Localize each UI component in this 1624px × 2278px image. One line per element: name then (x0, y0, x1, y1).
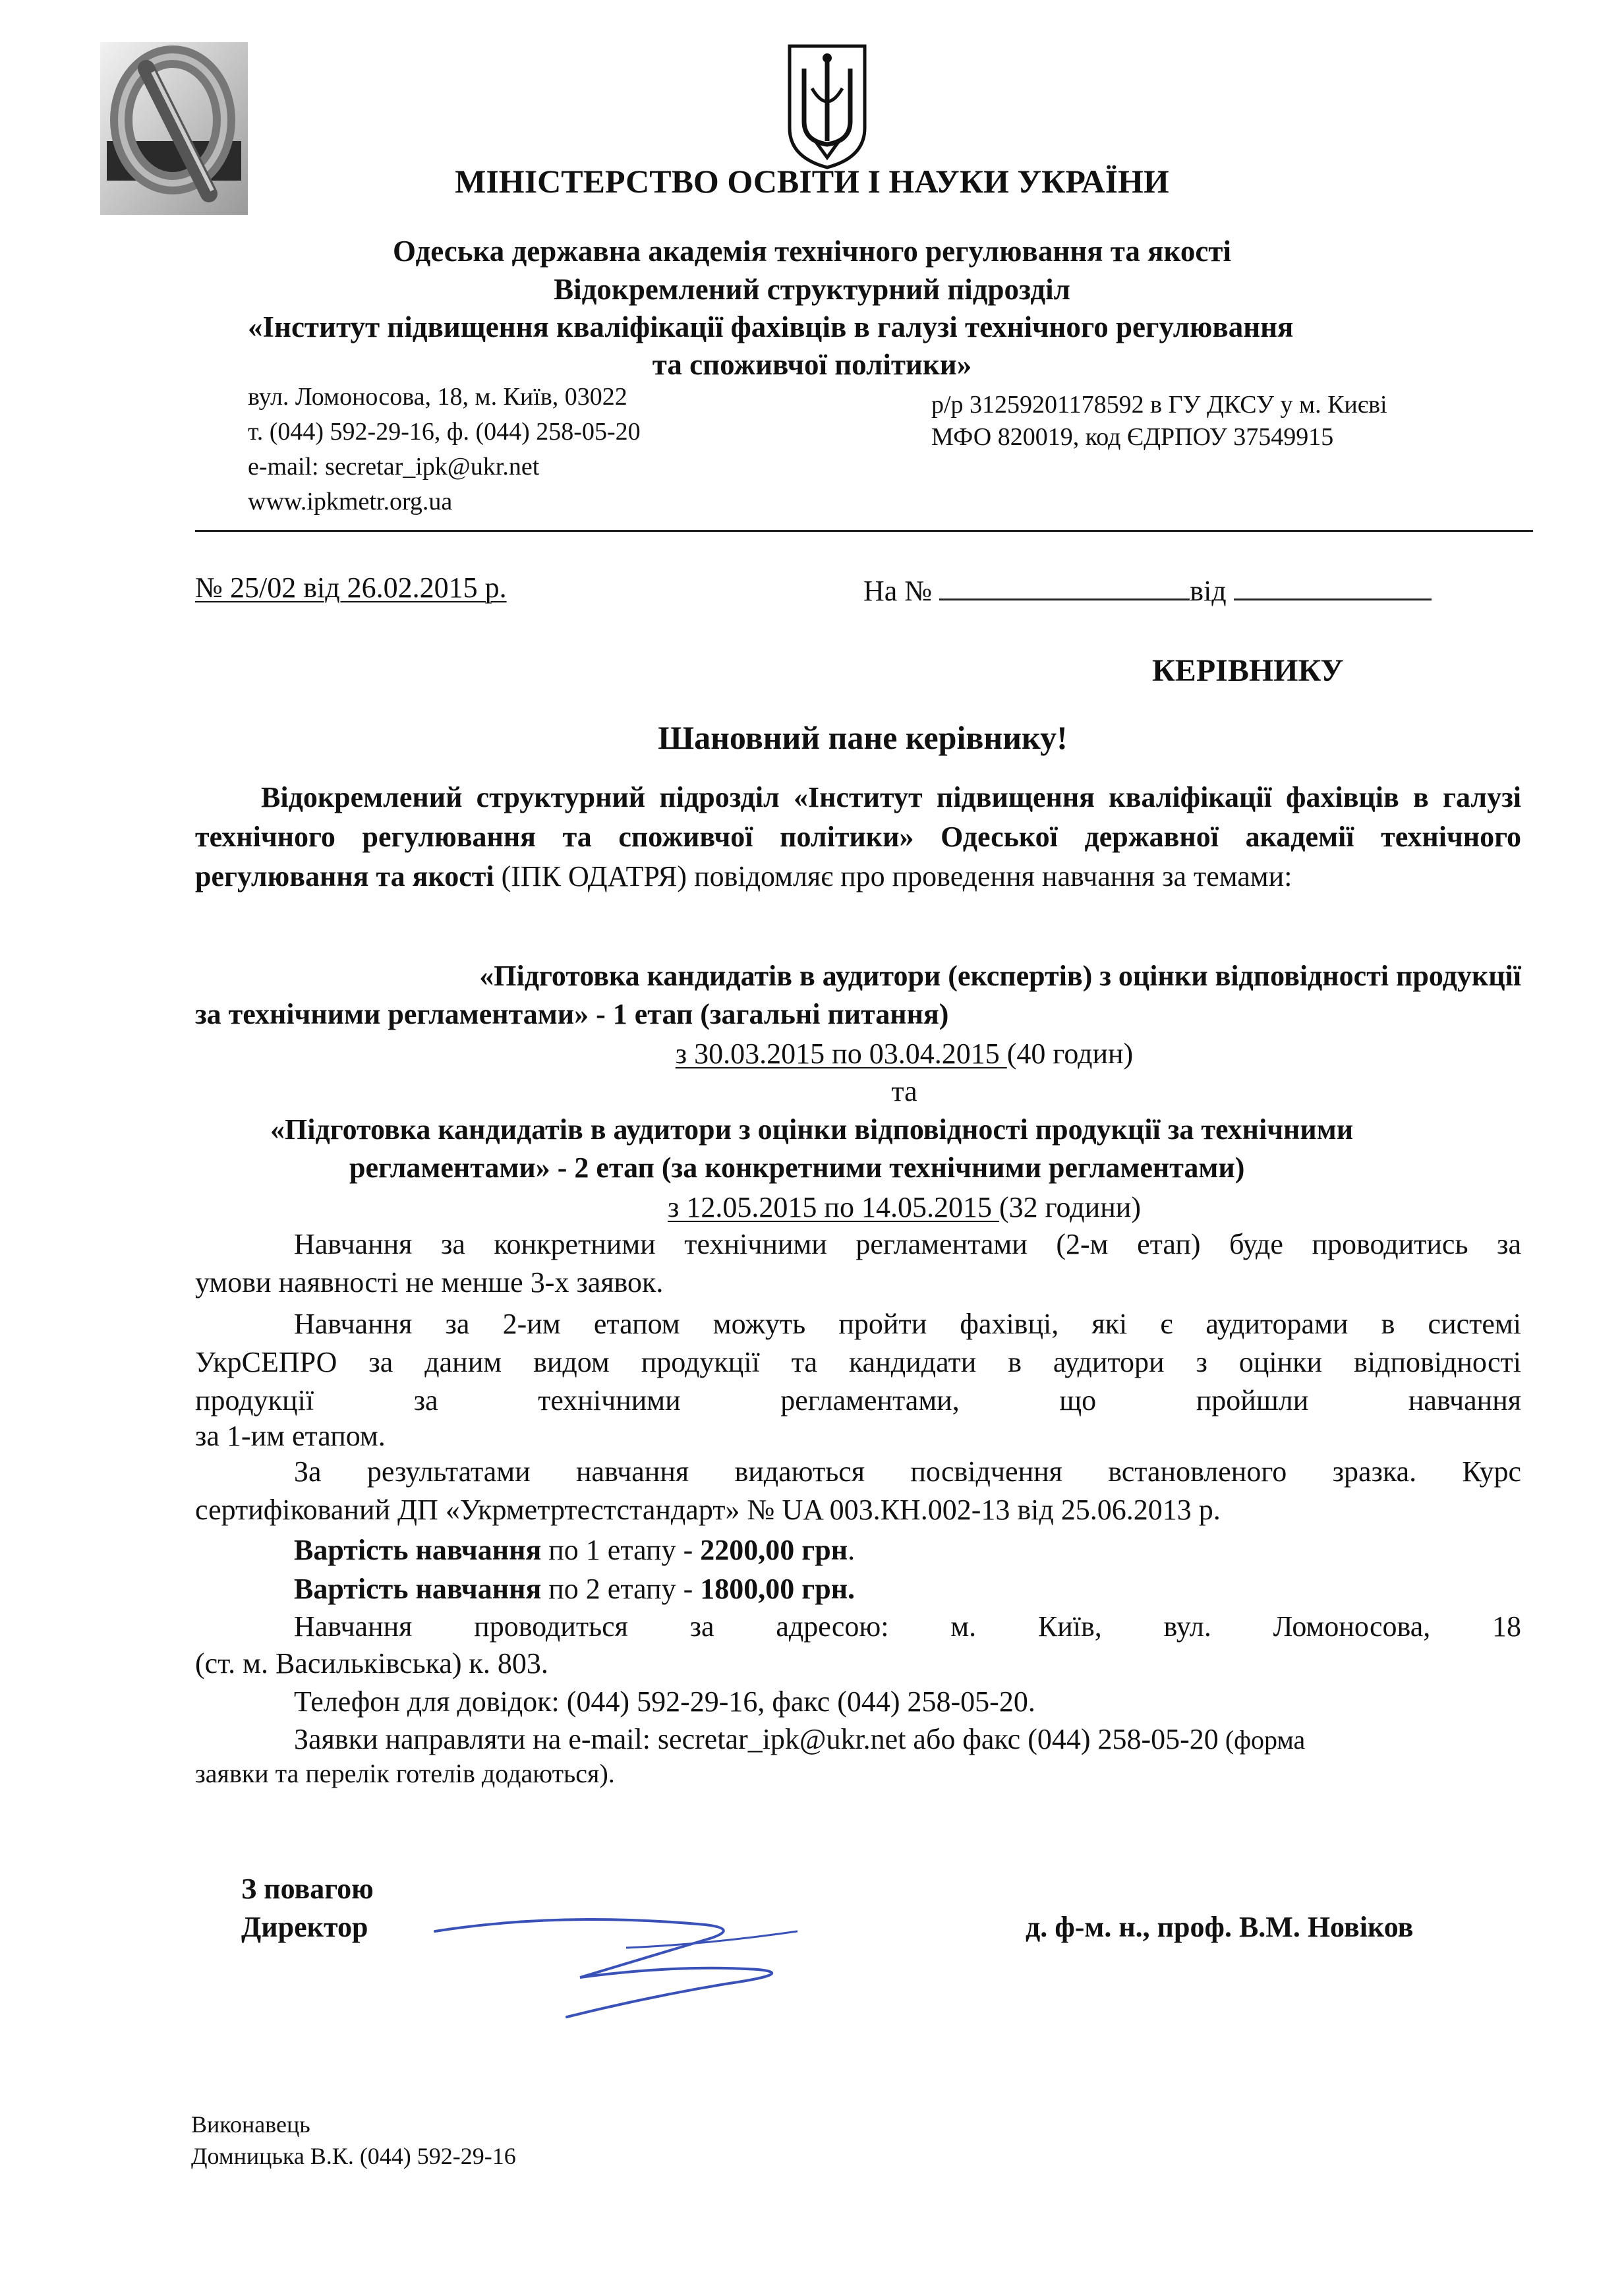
course2-hours: (32 години) (999, 1191, 1141, 1223)
p1-line2: умови наявності не менше 3-х заявок. (195, 1266, 664, 1299)
p1-line1: Навчання за конкретними технічними регламентами (2-м етап) буде проводитись за (294, 1228, 1521, 1260)
connector: та (891, 1075, 917, 1107)
p3-line2: сертифікований ДП «Укрметртестстандарт» № UA 003.КН.002-13 від 25.06.2013 р. (195, 1494, 1221, 1526)
bank-codes: МФО 820019, код ЄДРПОУ 37549915 (931, 423, 1334, 451)
incoming-date-label: від (1190, 575, 1227, 607)
course2-dates: з 12.05.2015 по 14.05.2015 (668, 1191, 999, 1223)
cost2-mid: по 2 етапу - (541, 1573, 701, 1605)
p2-line3: продукції за технічними регламентами, що пройшли навчання (195, 1384, 1521, 1416)
bank-account: р/р 31259201178592 в ГУ ДКСУ у м. Києві (931, 391, 1387, 419)
executor-label: Виконавець (191, 2111, 310, 2138)
incoming-reference (863, 571, 1432, 608)
director-signature (428, 1885, 850, 2037)
p3-line1: За результатами навчання видаються посвідчення встановленого зразка. Курс (294, 1455, 1521, 1488)
cost-stage2 (294, 1572, 855, 1606)
addressee: КЕРІВНИКУ (1152, 653, 1344, 688)
phone-fax: т. (044) 592-29-16, ф. (044) 258-05-20 (248, 418, 641, 446)
cost-stage1 (294, 1533, 855, 1567)
course1-hours: (40 годин) (1006, 1037, 1134, 1070)
course1-title-line2: за технічними регламентами» - 1 етап (загальні питання) (195, 998, 949, 1030)
cost2-label: Вартість навчання (294, 1573, 542, 1605)
cost1-value: 2200,00 грн (700, 1534, 848, 1566)
cost1-label: Вартість навчання (294, 1534, 542, 1566)
course1-dates: з 30.03.2015 по 03.04.2015 (675, 1037, 1007, 1070)
email: e-mail: secretar_ipk@ukr.net (248, 453, 540, 481)
course1-schedule (0, 1037, 1624, 1070)
cost2-value: 1800,00 грн. (700, 1573, 856, 1605)
apply-line2: заявки та перелік готелів додаються). (195, 1759, 615, 1788)
apply-text: Заявки направляти на e-mail: secretar_ipk@ukr.net або факс (044) 258-05-20 (294, 1723, 1219, 1755)
website: www.ipkmetr.org.ua (248, 488, 453, 515)
apply-tail: (форма (1218, 1725, 1306, 1755)
regards: З повагою (241, 1873, 374, 1905)
incoming-number-blank (939, 571, 1190, 600)
apply-line1 (294, 1722, 1305, 1756)
phone-line: Телефон для довідок: (044) 592-29-16, факс (044) 258-05-20. (294, 1685, 1035, 1718)
outgoing-reference: № 25/02 від 26.02.2015 р. (195, 571, 507, 604)
director-name: д. ф-м. н., проф. В.М. Новіков (1026, 1911, 1414, 1943)
course2-schedule (0, 1190, 1624, 1224)
coat-of-arms-icon (786, 42, 869, 170)
p2-line2: УкрСЕПРО за даним видом продукції та кандидати в аудитори з оцінки відповідності (195, 1346, 1521, 1378)
cost1-end: . (848, 1534, 856, 1566)
director-position: Директор (241, 1911, 368, 1943)
intro-normal: (ІПК ОДАТРЯ) повідомляє про проведення навчання за темами: (494, 860, 1292, 892)
course1-title-line1: «Підготовка кандидатів в аудитори (експертів) з оцінки відповідності продукції (479, 960, 1521, 992)
cost1-mid: по 1 етапу - (541, 1534, 701, 1566)
incoming-number-label: На № (863, 575, 933, 607)
place-line2: (ст. м. Васильківська) к. 803. (195, 1647, 548, 1679)
salutation: Шановний пане керівнику! (658, 719, 1068, 756)
p2-line4: за 1-им етапом. (195, 1420, 386, 1452)
course2-title-line1: «Підготовка кандидатів в аудитори з оцінки відповідності продукції за технічними (270, 1113, 1354, 1146)
course2-title-line2: регламентами» - 2 етап (за конкретними технічними регламентами) (349, 1152, 1245, 1184)
institute-name-line1: «Інститут підвищення кваліфікації фахівців в галузі технічного регулювання (248, 310, 1294, 343)
academy-name: Одеська державна академія технічного регулювання та якості (393, 235, 1231, 268)
incoming-date-blank (1234, 571, 1432, 600)
address: вул. Ломоносова, 18, м. Київ, 03022 (248, 383, 627, 411)
executor-name-phone: Домницька В.К. (044) 592-29-16 (191, 2143, 516, 2169)
place-line1: Навчання проводиться за адресою: м. Київ, вул. Ломоносова, 18 (294, 1610, 1521, 1643)
intro-paragraph (195, 778, 1521, 896)
p2-line1: Навчання за 2-им етапом можуть пройти фахівці, які є аудиторами в системі (294, 1308, 1521, 1340)
intro-bold: Відокремлений структурний підрозділ «Інститут підвищення кваліфікації фахівців в галузі технічного регулювання та споживчої політики» Одеської державної академії технічного регулювання та якості (195, 781, 1521, 892)
ministry-title: МІНІСТЕРСТВО ОСВІТИ І НАУКИ УКРАЇНИ (455, 163, 1169, 200)
header-divider (195, 530, 1533, 532)
institute-name-line2: та споживчої політики» (652, 348, 972, 381)
unit-type: Відокремлений структурний підрозділ (554, 273, 1070, 306)
